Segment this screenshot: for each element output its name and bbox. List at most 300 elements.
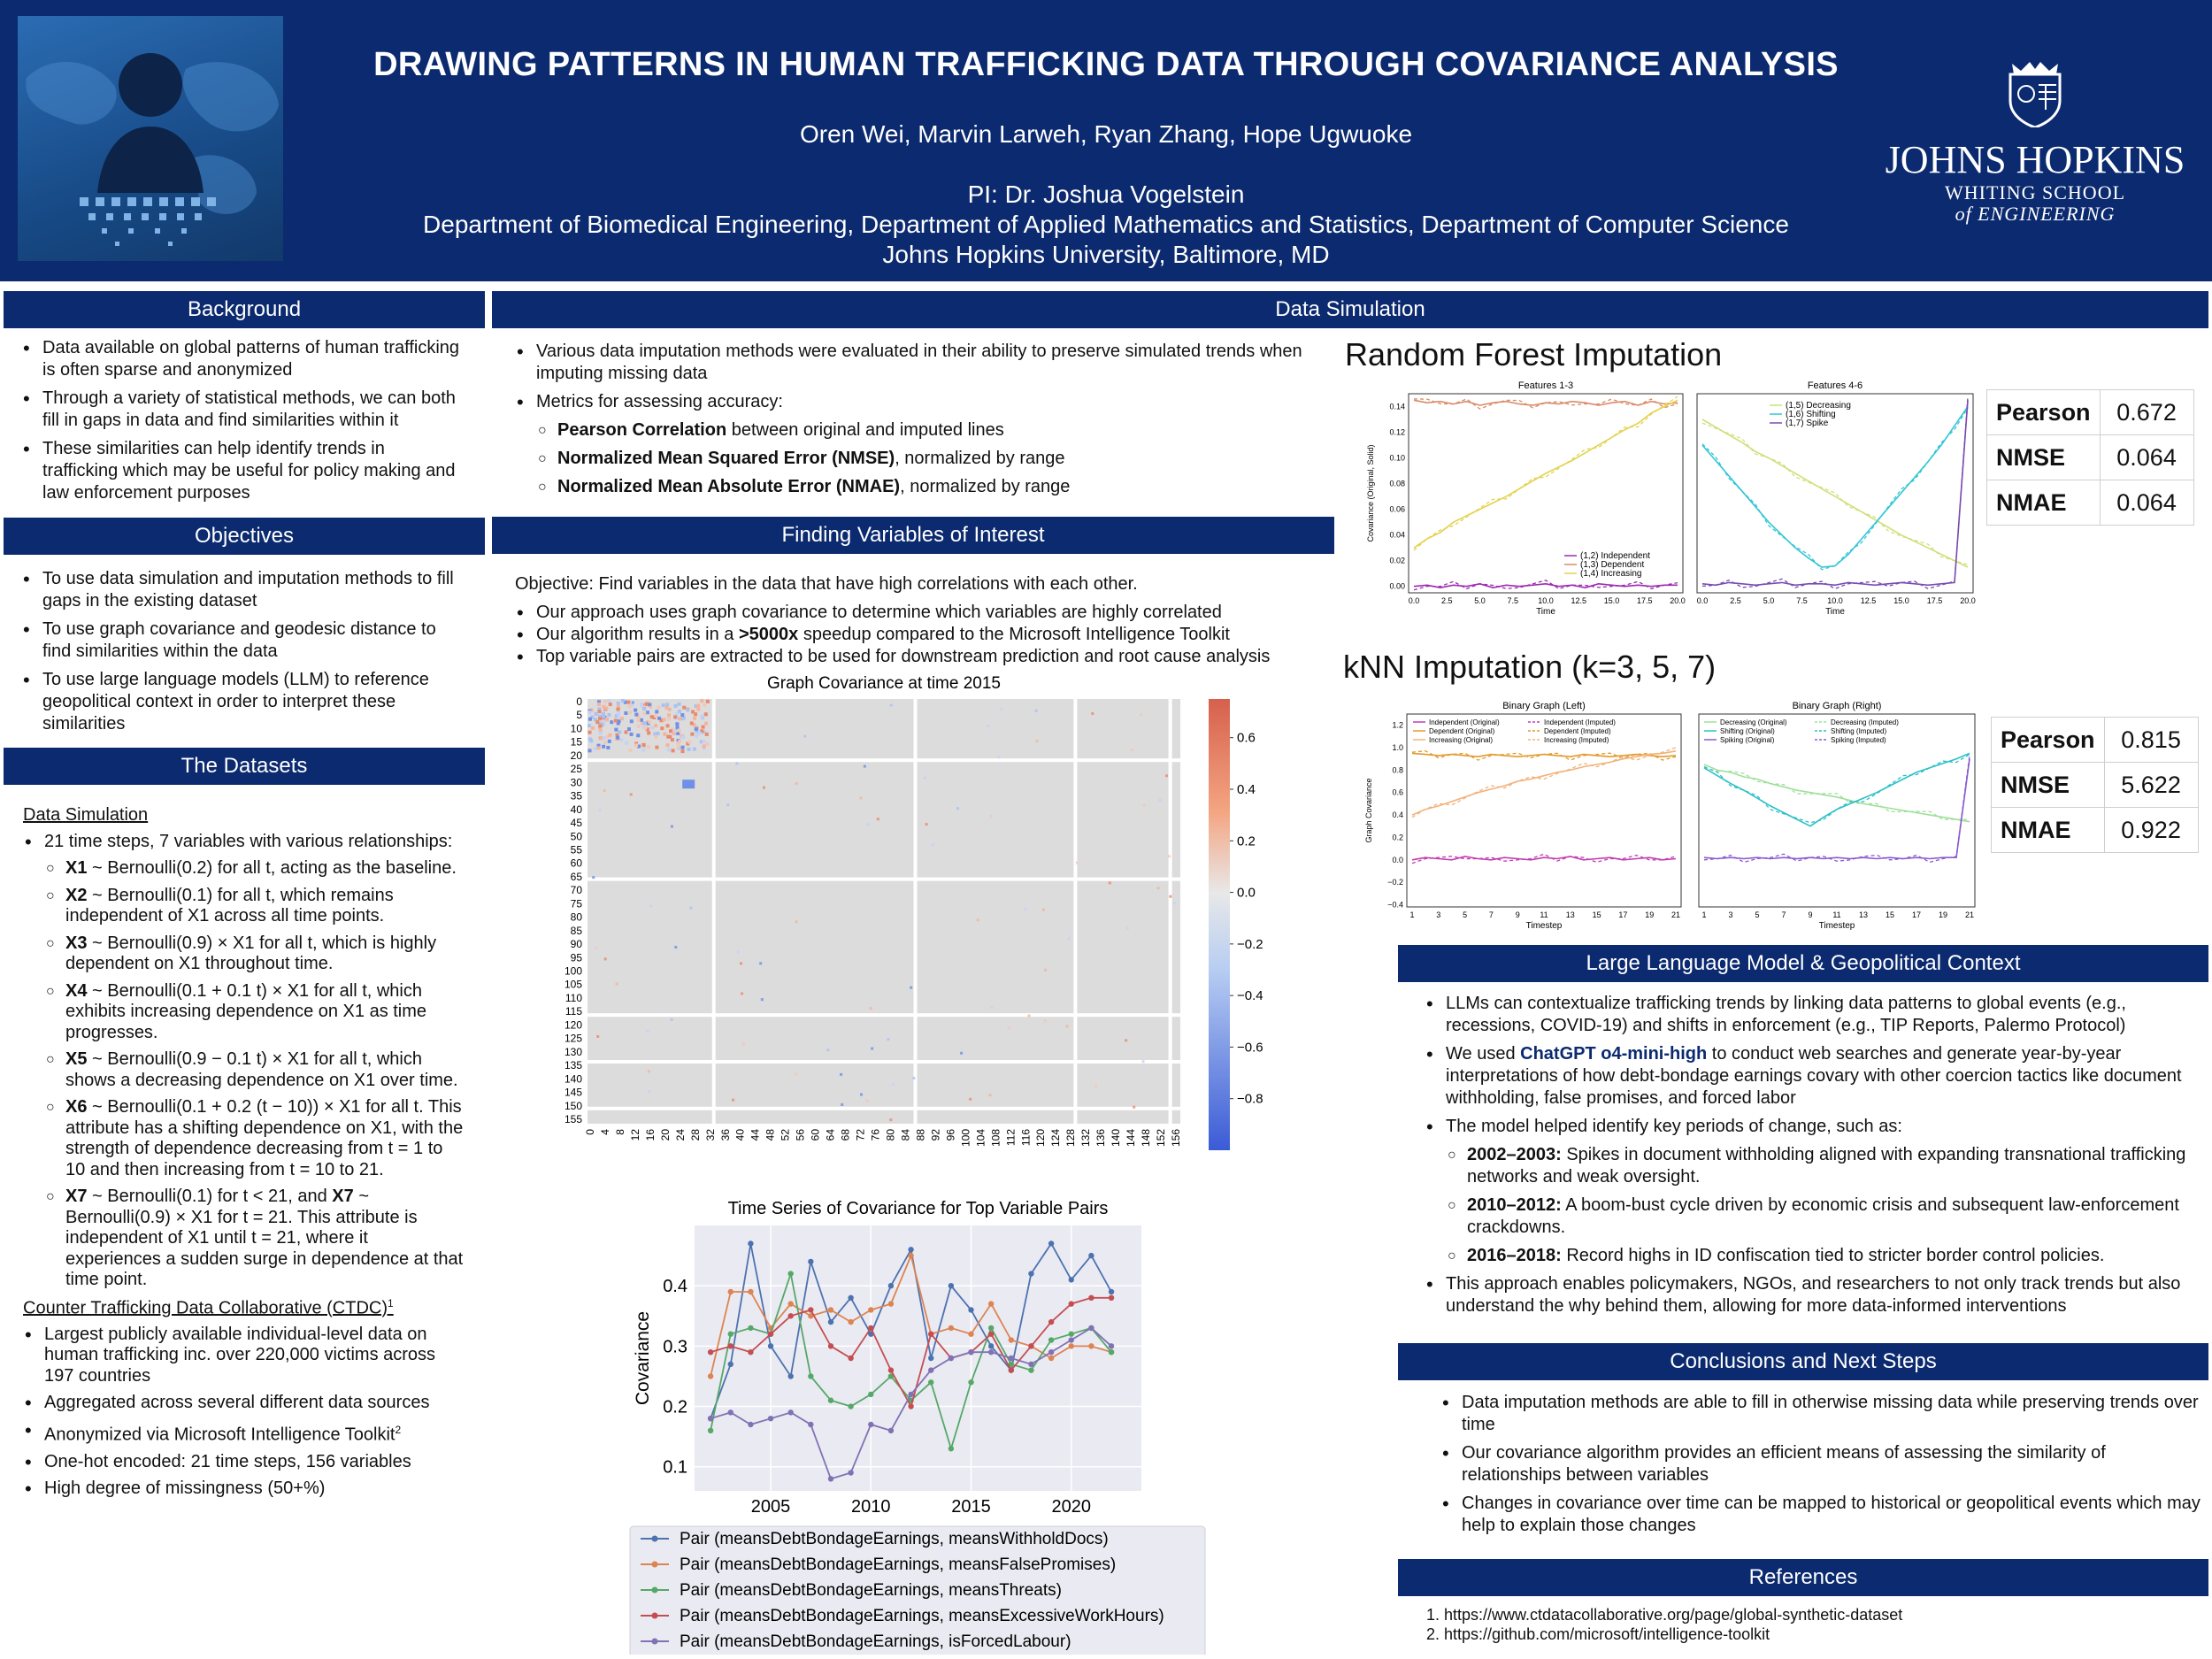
data-point <box>848 1356 853 1361</box>
heatmap-y-tick: 5 <box>576 709 582 722</box>
heatmap-x-tick: 44 <box>749 1129 762 1141</box>
heatmap-cell <box>599 736 603 740</box>
heatmap-y-tick: 100 <box>564 964 582 978</box>
ctdc-bullet: • Largest publicly available individual-level data on human trafficking inc. over 220,000 victims across 197 countries <box>23 1325 465 1387</box>
heatmap-cell <box>732 1099 734 1102</box>
heatmap-y-tick: 0 <box>576 695 582 708</box>
heatmap-cell <box>626 701 630 704</box>
heatmap-x-tick: 124 <box>1049 1129 1063 1148</box>
metric-pearson: ○ Pearson Correlation between original and imputed lines <box>536 419 1311 442</box>
heatmap-x-tick: 152 <box>1155 1129 1168 1148</box>
references-list <box>1426 1605 2196 1644</box>
llm-bullet: • We used ChatGPT o4-mini-high to conduct web searches and generate year-by-year interpretations of how debt-bondage earnings covary with other coercion tactics like document withholding, false promises, and forced labor <box>1425 1043 2203 1110</box>
data-point <box>868 1392 873 1397</box>
heatmap-y-tick: 10 <box>570 722 582 735</box>
data-point <box>1028 1343 1033 1348</box>
heatmap-cell <box>642 707 646 710</box>
heatmap-y-tick: 45 <box>570 817 582 830</box>
x-tick-label: 13 <box>1858 910 1869 919</box>
legend-label: Decreasing (Imputed) <box>1831 718 1899 726</box>
heatmap-cell <box>634 743 638 747</box>
heatmap-y-tick: 130 <box>564 1045 582 1058</box>
colorbar-tick-label: 0.2 <box>1237 833 1256 849</box>
legend-swatch-marker <box>652 1536 658 1542</box>
heatmap-cell <box>630 719 634 723</box>
heatmap-cell <box>655 746 658 749</box>
heatmap-cell <box>1142 1060 1145 1063</box>
data-point <box>787 1313 793 1318</box>
metric-label: NMAE <box>1987 480 2101 526</box>
x-tick-label: 2.5 <box>1730 596 1741 605</box>
heatmap-cell <box>636 718 640 722</box>
heatmap-cell <box>866 823 869 826</box>
var-x3: ○ X3 ~ Bernoulli(0.9) × X1 for all t, which is highly dependent on X1 throughout time. <box>44 933 465 975</box>
heatmap-cell <box>682 717 686 720</box>
data-point <box>1048 1356 1054 1361</box>
x-tick-label: 20.0 <box>1670 596 1686 605</box>
heatmap-cell <box>681 735 685 739</box>
heatmap-cell <box>647 745 650 749</box>
metric-value: 0.815 <box>2104 718 2198 763</box>
y-tick-label: 0.06 <box>1389 504 1405 514</box>
heatmap-cell <box>1133 1106 1135 1109</box>
heatmap-cell <box>589 739 593 742</box>
x-tick-label: 17 <box>1618 910 1628 919</box>
heatmap-cell <box>1035 710 1038 712</box>
data-point <box>748 1349 753 1355</box>
heatmap-cell <box>706 700 710 703</box>
plot-title: Features 4-6 <box>1807 380 1863 391</box>
data-point <box>1009 1367 1014 1372</box>
heatmap-cell <box>595 947 597 949</box>
heatmap-x-tick: 76 <box>869 1129 882 1141</box>
data-point <box>888 1428 894 1433</box>
heatmap-y-tick: 105 <box>564 978 582 991</box>
heatmap-x-tick: 136 <box>1094 1129 1108 1148</box>
heatmap-cell <box>703 703 706 707</box>
heatmap-x-tick: 116 <box>1019 1129 1033 1147</box>
heatmap-cell <box>598 710 602 713</box>
reference-link[interactable]: 1. https://www.ctdatacollaborative.org/page/global-synthetic-dataset <box>1426 1606 1903 1624</box>
heatmap-y-tick: 20 <box>570 749 582 762</box>
y-axis-label: Graph Covariance <box>1364 778 1373 843</box>
heatmap-cell <box>956 807 959 810</box>
data-point <box>1109 1295 1114 1301</box>
conclusion-bullet: • Our covariance algorithm provides an efficient means of assessing the similarity of relationships between variables <box>1440 1442 2201 1486</box>
heatmap-cell <box>759 962 762 964</box>
heatmap-gap <box>588 758 1180 762</box>
heatmap-x-tick: 16 <box>643 1129 657 1141</box>
heatmap-cell <box>667 718 671 721</box>
heatmap-cell <box>673 715 677 718</box>
data-point <box>1048 1337 1054 1342</box>
x-tick-label: 3 <box>1728 910 1733 919</box>
heatmap-y-tick: 75 <box>570 897 582 910</box>
data-point <box>988 1349 994 1355</box>
conclusions-section <box>1440 1392 2201 1543</box>
heatmap-cell <box>1165 774 1168 777</box>
ctdc-bullet: • One-hot encoded: 21 time steps, 156 variables <box>23 1452 465 1473</box>
heatmap-x-tick: 28 <box>688 1129 702 1141</box>
ctdc-bullet: • High degree of missingness (50+%) <box>23 1479 465 1500</box>
data-point <box>1028 1362 1033 1367</box>
metric-value: 0.922 <box>2104 808 2198 853</box>
var-x4: ○ X4 ~ Bernoulli(0.1 + 0.1 t) × X1 for all t, which exhibits increasing dependence on X1 as time progresses. <box>44 981 465 1044</box>
ctdc-link[interactable]: Counter Trafficking Data Collaborative (CTDC)$^1$ <box>23 1296 394 1318</box>
heatmap-cell <box>696 704 700 708</box>
legend-label: Independent (Imputed) <box>1544 718 1616 726</box>
data-point <box>988 1343 994 1348</box>
university: Johns Hopkins University, Baltimore, MD <box>882 241 1330 268</box>
background-heading: Background <box>4 291 485 328</box>
data-point <box>768 1343 773 1348</box>
heatmap-cell <box>1157 887 1160 889</box>
heatmap-cell <box>592 876 595 879</box>
metric-label: Pearson <box>1987 390 2101 435</box>
x-tick-label: 2005 <box>750 1497 791 1517</box>
legend-label: Spiking (Original) <box>1720 736 1775 744</box>
heatmap-cell <box>1066 1025 1069 1027</box>
heatmap-cell <box>1159 799 1162 802</box>
heatmap-y-tick: 35 <box>570 789 582 803</box>
heatmap-cell <box>598 809 601 811</box>
heatmap-cell <box>605 718 609 721</box>
background-bullet: • Through a variety of statistical methods, we can both fill in gaps in data and find similarities within it <box>21 388 464 432</box>
data-point <box>1088 1295 1094 1301</box>
metric-nmae: ○ Normalized Mean Absolute Error (NMAE), normalized by range <box>536 476 1311 498</box>
x-tick-label: 7 <box>1781 910 1786 919</box>
x-tick-label: 15.0 <box>1603 596 1620 605</box>
x-tick-label: 12.5 <box>1860 596 1877 605</box>
x-tick-label: 0.0 <box>1696 596 1709 605</box>
data-point <box>1048 1319 1054 1325</box>
heatmap-x-tick: 112 <box>1004 1129 1018 1147</box>
data-point <box>708 1428 713 1433</box>
heatmap-cell <box>693 717 696 720</box>
heatmap-cell <box>607 713 611 717</box>
legend-label: Spiking (Imputed) <box>1831 736 1886 744</box>
rf-chart-right <box>1690 376 1982 628</box>
plot-title: Features 1-3 <box>1517 380 1574 391</box>
heatmap-cell <box>1044 1019 1047 1022</box>
data-point <box>1069 1301 1074 1306</box>
heatmap-cell <box>599 732 603 735</box>
x-tick-label: 11 <box>1832 910 1841 919</box>
objectives-heading: Objectives <box>4 518 485 555</box>
heatmap-cell <box>617 715 620 718</box>
heatmap-x-tick: 128 <box>1064 1129 1078 1148</box>
llm-bullet: • The model helped identify key periods of change, such as: <box>1425 1116 2203 1138</box>
heatmap-cell <box>628 710 632 714</box>
background-bullet: • Data available on global patterns of human trafficking is often sparse and anonymized <box>21 337 464 381</box>
heatmap-cell <box>624 711 627 715</box>
data-point <box>828 1398 833 1403</box>
heatmap-cell <box>607 699 611 703</box>
llm-bullet: • LLMs can contextualize trafficking trends by linking data patterns to global events (e.g., recessions, COVID-19) and shifts in enforcement (e.g., TIP Reports, Palermo Protocol) <box>1425 993 2203 1037</box>
heatmap-y-tick: 125 <box>564 1032 582 1045</box>
heatmap-cell <box>682 706 686 710</box>
heatmap-x-tick: 88 <box>914 1129 927 1141</box>
data-point <box>787 1271 793 1276</box>
rf-chart-left <box>1363 376 1699 628</box>
datasets-heading: The Datasets <box>4 748 485 785</box>
heatmap-x-tick: 84 <box>899 1129 912 1141</box>
data-point <box>828 1343 833 1348</box>
legend-swatch-marker <box>652 1639 658 1645</box>
heatmap-cell <box>642 743 646 747</box>
heatmap-cell <box>665 703 669 706</box>
x-tick-label: 19 <box>1645 910 1655 919</box>
var-x1: ○ X1 ~ Bernoulli(0.2) for all t, acting as the baseline. <box>44 858 465 879</box>
heatmap-cell <box>597 746 601 749</box>
heatmap-cell <box>889 1118 892 1121</box>
data-point <box>808 1373 813 1379</box>
heatmap-cell <box>595 712 598 716</box>
heatmap-cell <box>682 780 695 788</box>
metric-value: 0.672 <box>2100 390 2193 435</box>
heatmap-cell <box>617 702 620 705</box>
data-point <box>787 1373 793 1379</box>
heatmap-cell <box>698 732 702 735</box>
heatmap-cell <box>680 713 684 717</box>
heatmap-cell <box>637 725 641 728</box>
heatmap-cell <box>1036 740 1039 742</box>
data-point <box>949 1356 954 1361</box>
heatmap-cell <box>700 699 703 703</box>
heatmap-cell <box>795 1073 798 1076</box>
heatmap-cell <box>926 823 928 826</box>
heatmap-cell <box>1126 927 1129 930</box>
sim-bullet: • 21 time steps, 7 variables with various relationships: <box>23 832 465 853</box>
heatmap-x-tick: 156 <box>1170 1129 1182 1148</box>
heatmap-cell <box>887 1038 889 1041</box>
heatmap-cell <box>595 720 599 724</box>
heatmap-cell <box>634 709 637 712</box>
data-point <box>908 1403 913 1409</box>
heatmap-cell <box>987 725 990 727</box>
heatmap-cell <box>702 740 705 743</box>
knn-chart-left <box>1358 695 1694 942</box>
metric-nmse: ○ Normalized Mean Squared Error (NMSE), normalized by range <box>536 448 1311 470</box>
heatmap-x-tick: 80 <box>884 1129 897 1141</box>
heatmap-y-tick: 120 <box>564 1018 582 1032</box>
heatmap-cell <box>598 724 602 727</box>
data-point <box>888 1367 894 1372</box>
heatmap-cell <box>826 1048 829 1051</box>
heatmap-x-tick: 132 <box>1079 1129 1093 1148</box>
heatmap-cell <box>620 717 624 720</box>
heatmap-x-tick: 32 <box>703 1129 717 1141</box>
reference-link[interactable]: 2. https://github.com/microsoft/intelligence-toolkit <box>1426 1625 1770 1643</box>
heatmap-cell <box>632 701 634 703</box>
heatmap-cell <box>726 803 729 806</box>
heatmap-y-tick: 70 <box>570 884 582 897</box>
objectives-bullet: • To use large language models (LLM) to reference geopolitical context in order to interpret these similarities <box>21 669 464 735</box>
plot-title: Binary Graph (Left) <box>1502 701 1586 711</box>
y-tick-label: 0.8 <box>1392 765 1403 775</box>
heatmap-cell <box>671 1018 673 1021</box>
heatmap-cell <box>860 1094 863 1096</box>
heatmap-y-tick: 145 <box>564 1086 582 1099</box>
heatmap-cell <box>657 732 660 735</box>
var-x7: ○ X7 ~ Bernoulli(0.1) for t < 21, and X7 ~ Bernoulli(0.9) × X1 for t = 21. This attribute is independent of X1 until t = 21, where it experiences a sudden surge in dependence at that time point. <box>44 1187 465 1291</box>
colorbar-tick-label: 0.0 <box>1237 885 1256 901</box>
knn-chart-right <box>1692 695 1993 942</box>
heatmap-x-tick: 144 <box>1125 1129 1138 1148</box>
llm-bullet: • This approach enables policymakers, NGOs, and researchers to not only track trends but also understand the why behind them, allowing for more data-informed interventions <box>1425 1273 2203 1317</box>
y-tick-label: 0.00 <box>1389 581 1405 591</box>
legend-label: Increasing (Original) <box>1429 736 1494 744</box>
heatmap-cell <box>588 731 591 734</box>
legend-label: (1,3) Dependent <box>1580 560 1645 570</box>
y-tick-label: 0.6 <box>1392 787 1403 797</box>
heatmap-cell <box>686 708 689 711</box>
heatmap-cell <box>840 1073 842 1076</box>
data-point <box>949 1325 954 1331</box>
llm-period: ○ 2016–2018: Record highs in ID confiscation tied to stricter border control policies. <box>1446 1245 2203 1267</box>
heatmap-cell <box>677 745 680 749</box>
heatmap-cell <box>690 721 694 725</box>
y-tick-label: 0.1 <box>663 1457 687 1478</box>
y-tick-label: 0.10 <box>1389 453 1405 463</box>
legend-label: Pair (meansDebtBondageEarnings, meansFalsePromises) <box>680 1555 1117 1574</box>
departments: Department of Biomedical Engineering, Department of Applied Mathematics and Statistics, Department of Computer Science <box>423 211 1789 238</box>
heatmap-cell <box>643 726 647 730</box>
heatmap-cell <box>603 705 606 709</box>
heatmap-cell <box>663 733 666 736</box>
objectives-bullet: • To use graph covariance and geodesic distance to find similarities within the data <box>21 618 464 663</box>
y-axis-label: Covariance (Original, Solid) <box>1366 444 1375 542</box>
heatmap-cell <box>608 740 611 743</box>
x-tick-label: 2020 <box>1051 1497 1091 1517</box>
heatmap-cell <box>662 718 665 721</box>
x-tick-label: 1 <box>1701 910 1707 919</box>
legend-label: Pair (meansDebtBondageEarnings, meansExcessiveWorkHours) <box>680 1607 1164 1625</box>
heatmap-x-tick: 100 <box>959 1129 972 1148</box>
data-point <box>928 1332 933 1337</box>
heatmap-y-tick: 30 <box>570 776 582 789</box>
legend-label: Independent (Original) <box>1429 718 1500 726</box>
heatmap-cell <box>628 704 632 708</box>
heatmap-cell <box>597 703 601 706</box>
x-tick-label: 21 <box>1964 910 1975 919</box>
heatmap-cell <box>737 951 740 954</box>
heatmap-x-tick: 68 <box>839 1129 852 1141</box>
heatmap-cell <box>761 998 764 1001</box>
timeseries-title: Time Series of Covariance for Top Variable Pairs <box>727 1199 1109 1218</box>
metric-label: Pearson <box>1992 718 2105 763</box>
heatmap-cell <box>588 710 591 714</box>
conclusions-heading: Conclusions and Next Steps <box>1398 1343 2208 1380</box>
heatmap-x-tick: 40 <box>733 1129 747 1141</box>
heatmap-cell <box>687 748 691 751</box>
heatmap-cell <box>741 992 743 995</box>
legend-label: (1,5) Decreasing <box>1786 401 1851 411</box>
data-point <box>748 1325 753 1331</box>
x-tick-label: 2015 <box>951 1497 991 1517</box>
data-point <box>868 1422 873 1427</box>
x-tick-label: 0.0 <box>1408 596 1420 605</box>
data-point <box>728 1289 733 1294</box>
heatmap-y-tick: 90 <box>570 938 582 951</box>
rf-title: Random Forest Imputation <box>1345 336 1723 373</box>
heatmap-y-tick: 95 <box>570 951 582 964</box>
heatmap-cell <box>693 748 696 751</box>
data-point <box>1088 1325 1094 1331</box>
heatmap-cell <box>695 727 698 731</box>
data-simulation-link[interactable]: Data Simulation <box>23 805 149 825</box>
heatmap-cell <box>588 724 591 727</box>
y-tick-label: 0.12 <box>1389 427 1405 437</box>
x-tick-label: 15 <box>1885 910 1895 919</box>
heatmap-cell <box>672 749 675 752</box>
heatmap-cell <box>648 1070 650 1072</box>
var-x5: ○ X5 ~ Bernoulli(0.9 − 0.1 t) × X1 for all t, which shows a decreasing dependence on X1 over time. <box>44 1049 465 1091</box>
y-tick-label: −0.2 <box>1387 878 1403 887</box>
data-point <box>868 1325 873 1331</box>
heatmap-cell <box>705 733 709 736</box>
heatmap-cell <box>650 715 654 718</box>
legend-label: Increasing (Imputed) <box>1544 736 1609 744</box>
heatmap-x-tick: 4 <box>598 1129 611 1135</box>
heatmap-cell <box>1169 895 1171 898</box>
heatmap-cell <box>990 815 993 818</box>
heatmap-cell <box>931 843 933 846</box>
data-point <box>728 1343 733 1348</box>
heatmap-cell <box>636 733 640 737</box>
x-axis-label: Timestep <box>1818 921 1855 931</box>
heatmap-cell <box>1028 1015 1031 1018</box>
heatmap-x-tick: 140 <box>1110 1129 1123 1148</box>
data-point <box>728 1332 733 1337</box>
data-point <box>1028 1271 1033 1276</box>
legend-label: Dependent (Original) <box>1429 727 1495 735</box>
jhu-logo-name: JOHNS HOPKINS <box>1885 138 2185 181</box>
heatmap-cell <box>678 740 681 743</box>
data-point <box>908 1253 913 1258</box>
heatmap-cell <box>864 765 866 768</box>
heatmap-y-tick: 25 <box>570 763 582 776</box>
heatmap-cell <box>689 907 692 910</box>
var-x2: ○ X2 ~ Bernoulli(0.1) for all t, which remains independent of X1 across all time points. <box>44 886 465 927</box>
colorbar <box>1209 699 1230 1150</box>
heatmap-cell <box>671 826 673 828</box>
data-point <box>888 1283 894 1288</box>
x-tick-label: 7.5 <box>1507 596 1519 605</box>
data-point <box>868 1307 873 1312</box>
heatmap-cell <box>1168 855 1171 857</box>
heatmap-cell <box>677 703 680 706</box>
heatmap-cell <box>960 1052 963 1055</box>
heatmap-cell <box>1044 969 1047 972</box>
metric-label: NMSE <box>1992 763 2105 808</box>
heatmap-cell <box>588 749 592 752</box>
conclusion-bullet: • Data imputation methods are able to fill in otherwise missing data while preserving trends over time <box>1440 1392 2201 1436</box>
heatmap-cell <box>678 717 681 720</box>
heatmap-x-tick: 56 <box>794 1129 807 1141</box>
data-point <box>1109 1289 1114 1294</box>
heatmap-cell <box>870 1007 872 1010</box>
metric-value: 0.064 <box>2100 480 2193 526</box>
y-tick-label: 0.04 <box>1389 530 1405 540</box>
heatmap-cell <box>1125 1039 1127 1041</box>
heatmap-cell <box>1140 713 1142 716</box>
heatmap-gap <box>588 1060 1180 1064</box>
heatmap-y-tick: 60 <box>570 856 582 870</box>
references-heading: References <box>1398 1559 2208 1596</box>
legend-swatch-marker <box>652 1587 658 1594</box>
data-point <box>1069 1337 1074 1342</box>
